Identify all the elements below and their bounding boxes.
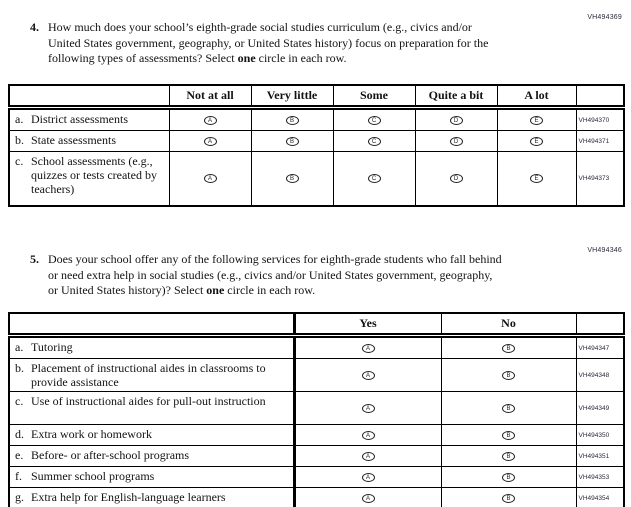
option-cell [251, 131, 333, 152]
q4-row-school-assessments [9, 152, 624, 206]
option-cell [294, 392, 441, 425]
q4-district-some-circle[interactable]: C [368, 116, 381, 125]
q4-state-some-circle[interactable]: C [368, 137, 381, 146]
row-label-text: School assessments (e.g., quizzes or tests created by teachers) [31, 154, 157, 197]
row-label [9, 425, 294, 446]
option-cell [441, 359, 576, 392]
q4-state-not-at-all-circle[interactable]: A [204, 137, 217, 146]
q5-accession-code: VH494346 [587, 247, 622, 254]
row-label-text: Placement of instructional aides in classrooms to provide assistance [31, 361, 266, 390]
q4-row-district-assessments [9, 108, 624, 131]
option-cell [333, 131, 415, 152]
q5-extra-work-yes-circle[interactable]: A [362, 431, 375, 440]
row-letter: d. [15, 427, 24, 442]
q5-text-bold: one [206, 283, 225, 298]
row-label-text: Summer school programs [31, 469, 155, 484]
row-code-cell [576, 131, 624, 152]
row-code: VH494348 [578, 371, 610, 379]
row-letter: a. [15, 112, 24, 126]
row-label [9, 467, 294, 488]
row-code: VH494350 [578, 431, 610, 439]
option-cell [251, 152, 333, 206]
q5-tutoring-no-circle[interactable]: B [502, 344, 515, 353]
q4-prompt [30, 20, 503, 67]
option-cell [294, 359, 441, 392]
q4-col-some: Some [333, 85, 415, 108]
option-cell [294, 467, 441, 488]
q5-col-no: No [441, 313, 576, 336]
option-cell [294, 336, 441, 359]
q4-col-a-lot: A lot [497, 85, 576, 108]
q4-school-quite-a-bit-circle[interactable]: D [450, 174, 463, 183]
row-code-cell [576, 359, 624, 392]
option-cell [294, 425, 441, 446]
option-cell [251, 108, 333, 131]
option-cell [415, 108, 497, 131]
q4-school-some-circle[interactable]: C [368, 174, 381, 183]
row-code-cell [576, 467, 624, 488]
row-label-text: Before- or after-school programs [31, 448, 190, 463]
q4-header-row [9, 85, 624, 108]
row-label [9, 131, 169, 152]
q4-col-not-at-all: Not at all [169, 85, 251, 108]
row-code: VH494371 [578, 137, 610, 145]
q5-row-aides-pull-out [9, 392, 624, 425]
row-letter: e. [15, 448, 24, 463]
q5-row-extra-work [9, 425, 624, 446]
option-cell [441, 446, 576, 467]
q5-row-summer-school [9, 467, 624, 488]
row-code-cell [576, 488, 624, 507]
q4-response-table [8, 84, 625, 207]
q4-district-very-little-circle[interactable]: B [286, 116, 299, 125]
option-cell [497, 131, 576, 152]
q4-school-a-lot-circle[interactable]: E [530, 174, 543, 183]
q4-district-quite-a-bit-circle[interactable]: D [450, 116, 463, 125]
option-cell [441, 488, 576, 507]
row-label-text: Extra help for English-language learners [31, 490, 226, 505]
q4-state-a-lot-circle[interactable]: E [530, 137, 543, 146]
row-code-cell [576, 336, 624, 359]
row-letter: b. [15, 133, 24, 147]
q5-row-aides-in-classrooms [9, 359, 624, 392]
q5-number: 5. [30, 252, 39, 266]
option-cell [497, 152, 576, 206]
q5-ell-help-no-circle[interactable]: B [502, 494, 515, 503]
row-code: VH494370 [578, 116, 610, 124]
option-cell [441, 392, 576, 425]
q4-state-quite-a-bit-circle[interactable]: D [450, 137, 463, 146]
row-label-text: District assessments [31, 112, 128, 126]
q5-aides-pullout-yes-circle[interactable]: A [362, 404, 375, 413]
q5-prompt [30, 252, 503, 299]
option-cell [169, 108, 251, 131]
row-label [9, 336, 294, 359]
q5-text-end: circle in each row. [224, 283, 316, 298]
q4-col-quite-a-bit: Quite a bit [415, 85, 497, 108]
row-code: VH494373 [578, 174, 610, 182]
q5-header-row [9, 313, 624, 336]
q4-district-not-at-all-circle[interactable]: A [204, 116, 217, 125]
q5-before-after-no-circle[interactable]: B [502, 452, 515, 461]
q5-ell-help-yes-circle[interactable]: A [362, 494, 375, 503]
q4-col-very-little: Very little [251, 85, 333, 108]
row-letter: g. [15, 490, 24, 505]
option-cell [497, 108, 576, 131]
row-label [9, 108, 169, 131]
row-code-cell [576, 108, 624, 131]
row-label-text: Tutoring [31, 340, 73, 354]
q5-row-before-after-school [9, 446, 624, 467]
q4-text-bold: one [237, 51, 256, 66]
option-cell [415, 152, 497, 206]
q5-tutoring-yes-circle[interactable]: A [362, 344, 375, 353]
q4-state-very-little-circle[interactable]: B [286, 137, 299, 146]
row-letter: a. [15, 340, 24, 354]
option-cell [415, 131, 497, 152]
q5-before-after-yes-circle[interactable]: A [362, 452, 375, 461]
row-label [9, 446, 294, 467]
row-label [9, 488, 294, 507]
row-code-cell [576, 446, 624, 467]
row-code: VH494347 [578, 344, 610, 352]
option-cell [441, 336, 576, 359]
row-code-cell [576, 392, 624, 425]
row-letter: c. [15, 154, 24, 168]
row-label [9, 392, 294, 425]
q5-aides-pullout-no-circle[interactable]: B [502, 404, 515, 413]
row-code-cell [576, 152, 624, 206]
q5-aides-classroom-yes-circle[interactable]: A [362, 371, 375, 380]
option-cell [441, 425, 576, 446]
q5-summer-school-yes-circle[interactable]: A [362, 473, 375, 482]
row-label-text: State assessments [31, 133, 116, 147]
q4-text-end: circle in each row. [255, 51, 347, 66]
q4-school-not-at-all-circle[interactable]: A [204, 174, 217, 183]
row-letter: c. [15, 394, 24, 409]
q4-school-very-little-circle[interactable]: B [286, 174, 299, 183]
q5-text-start: Does your school offer any of the following services for eighth-grade students who fall behind or need extra help in social studies (e.g., civics and/or United States government, geography, or United States history)? Select [48, 252, 502, 298]
q4-text [48, 20, 503, 67]
option-cell [333, 108, 415, 131]
option-cell [441, 467, 576, 488]
row-letter: b. [15, 361, 24, 375]
q5-summer-school-no-circle[interactable]: B [502, 473, 515, 482]
row-label-text: Extra work or homework [31, 427, 152, 442]
row-letter: f. [15, 469, 22, 484]
option-cell [169, 152, 251, 206]
q4-header-empty [9, 85, 169, 108]
q5-text [48, 252, 503, 299]
row-code: VH494349 [578, 404, 610, 412]
q5-aides-classroom-no-circle[interactable]: B [502, 371, 515, 380]
q5-row-tutoring [9, 336, 624, 359]
row-code: VH494353 [578, 473, 610, 481]
q4-header-code-empty [576, 85, 624, 108]
row-code: VH494354 [578, 494, 610, 502]
q5-header-code-empty [576, 313, 624, 336]
q4-number: 4. [30, 20, 39, 34]
q5-extra-work-no-circle[interactable]: B [502, 431, 515, 440]
option-cell [333, 152, 415, 206]
row-label [9, 359, 294, 392]
row-code-cell [576, 425, 624, 446]
q4-row-state-assessments [9, 131, 624, 152]
option-cell [294, 446, 441, 467]
q5-row-ell-help [9, 488, 624, 507]
row-label [9, 152, 169, 206]
option-cell [169, 131, 251, 152]
q5-response-table [8, 312, 625, 507]
q5-header-empty [9, 313, 294, 336]
q5-col-yes: Yes [294, 313, 441, 336]
row-label-text: Use of instructional aides for pull-out instruction [31, 394, 266, 409]
option-cell [294, 488, 441, 507]
row-code: VH494351 [578, 452, 610, 460]
q4-accession-code: VH494369 [587, 14, 622, 21]
q4-text-start: How much does your school’s eighth-grade social studies curriculum (e.g., civics and/or United States government, geography, or United States history) focus on preparation for the following types of assessments? Select [48, 20, 489, 66]
q4-district-a-lot-circle[interactable]: E [530, 116, 543, 125]
